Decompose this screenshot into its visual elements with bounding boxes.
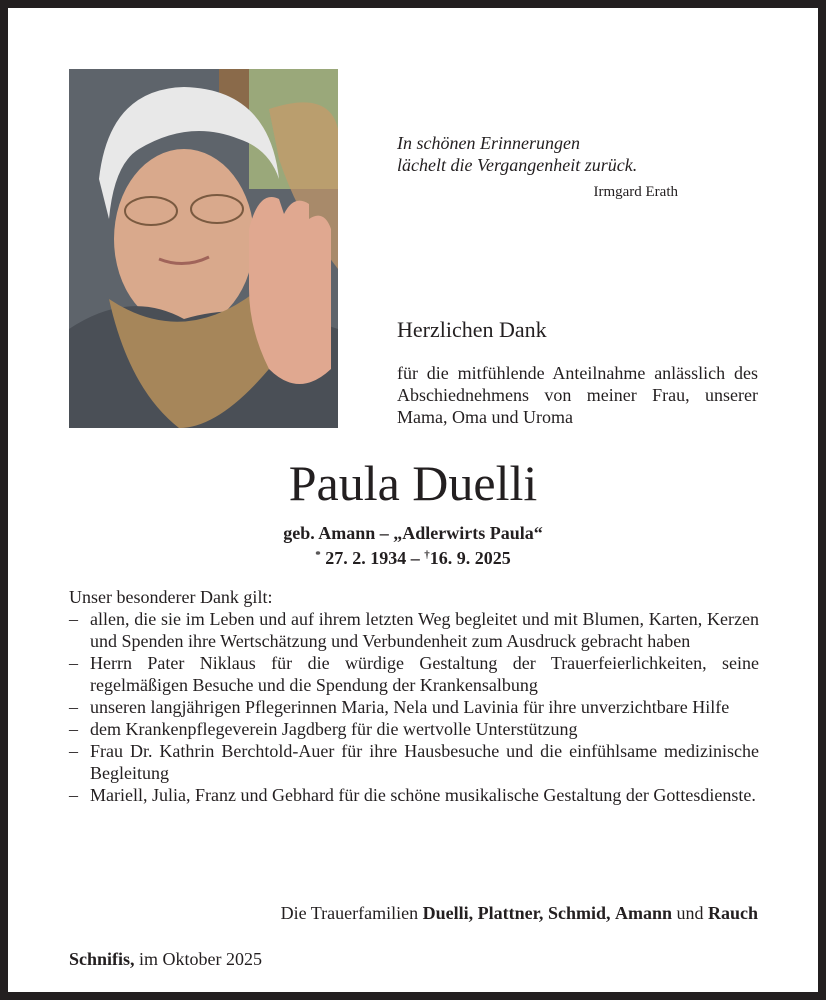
thanks-body: für die mitfühlende Anteilnahme anlässlich des Abschiednehmens von meiner Frau, unserer Mama, Oma und Uroma bbox=[397, 363, 758, 427]
gratitude-intro: Unser besonderer Dank gilt: bbox=[69, 587, 273, 607]
place-name: Schnifis, bbox=[69, 949, 135, 969]
death-date: 16. 9. 2025 bbox=[429, 548, 511, 568]
dash-bullet: – bbox=[69, 741, 78, 761]
dash-bullet: – bbox=[69, 697, 78, 717]
life-dates bbox=[8, 544, 818, 569]
family-name: Plattner, bbox=[477, 903, 544, 923]
family-name: Amann bbox=[614, 903, 672, 923]
list-item: – Mariell, Julia, Franz und Gebhard für die schöne musikalische Gestaltung der Gottesdienste. bbox=[69, 785, 756, 805]
dash-bullet: – bbox=[69, 785, 78, 805]
list-item: – dem Krankenpflegeverein Jagdberg für die wertvolle Unterstützung bbox=[69, 719, 578, 739]
list-item: – unseren langjährigen Pflegerinnen Maria, Nela und Lavinia für ihre unverzichtbare Hilfe bbox=[69, 697, 730, 717]
thanks-heading: Herzlichen Dank bbox=[397, 317, 547, 342]
date-text: im Oktober 2025 bbox=[139, 949, 263, 969]
date-separator: – bbox=[410, 548, 420, 568]
birth-name-line: geb. Amann – „Adlerwirts Paula“ bbox=[283, 523, 543, 543]
place-date bbox=[69, 949, 262, 970]
mourning-families bbox=[8, 903, 758, 924]
death-symbol: † bbox=[424, 549, 430, 561]
gratitude-list bbox=[69, 608, 759, 806]
families-prefix: Die Trauerfamilien bbox=[280, 903, 419, 923]
list-item: – Frau Dr. Kathrin Berchtold-Auer für ihre Hausbesuche und die einfühlsame medizinische Begleitung bbox=[69, 741, 759, 783]
list-item: – Herrn Pater Niklaus für die würdige Gestaltung der Trauerfeierlichkeiten, seine regelmäßigen Besuche und die Spendung der Krankensalbung bbox=[69, 653, 759, 695]
quote-line-1: In schönen Erinnerungen bbox=[397, 133, 580, 153]
list-item: – allen, die sie im Leben und auf ihrem letzten Weg begleitet und mit Blumen, Karten, Kerzen und Spenden ihre Wertschätzung und Verbundenheit zum Ausdruck gebracht haben bbox=[69, 609, 759, 651]
birth-date: 27. 2. 1934 bbox=[325, 548, 407, 568]
quote-author: Irmgard Erath bbox=[593, 184, 678, 200]
deceased-name: Paula Duelli bbox=[288, 455, 538, 511]
birth-symbol: * bbox=[315, 549, 321, 561]
memorial-quote bbox=[397, 132, 687, 176]
dash-bullet: – bbox=[69, 719, 78, 739]
family-name: Rauch bbox=[707, 903, 758, 923]
family-name: Duelli, bbox=[422, 903, 474, 923]
quote-line-2: lächelt die Vergangenheit zurück. bbox=[397, 155, 638, 175]
dash-bullet: – bbox=[69, 609, 78, 629]
portrait-image-icon bbox=[69, 69, 338, 428]
family-name: Schmid, bbox=[547, 903, 611, 923]
portrait-photo bbox=[69, 69, 338, 428]
dash-bullet: – bbox=[69, 653, 78, 673]
families-conjunction: und bbox=[676, 903, 704, 923]
obituary-page bbox=[8, 8, 818, 992]
